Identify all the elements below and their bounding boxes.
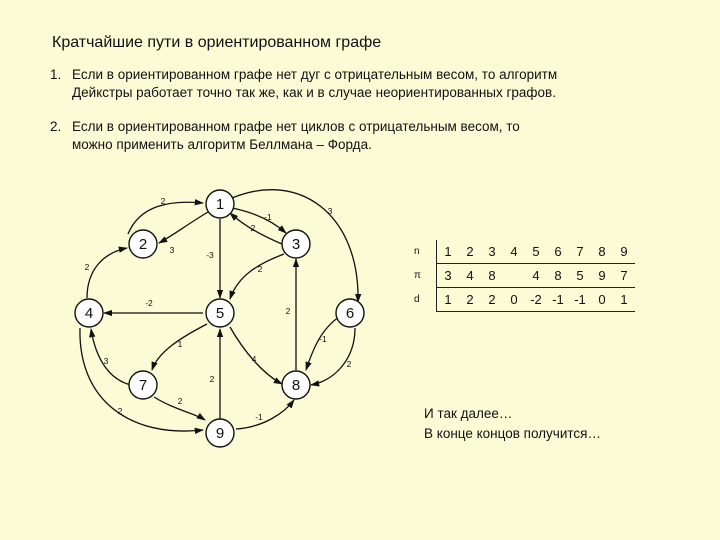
edge-2-1 — [128, 202, 203, 234]
table-cell: 8 — [481, 264, 503, 288]
table-row-pi — [414, 264, 635, 288]
weight-9-5: 2 — [209, 374, 215, 384]
weight-1-5: -3 — [206, 250, 214, 260]
weight-1-2: 3 — [169, 245, 175, 255]
table-cell: 7 — [613, 264, 635, 288]
table-cell: 4 — [503, 240, 525, 264]
weight-3-5: 2 — [257, 264, 263, 274]
table-row-n — [414, 240, 635, 264]
footer-line-2: В конце концов получится… — [424, 426, 601, 441]
table-cell: 4 — [525, 264, 547, 288]
weight-6-8a: -1 — [319, 334, 327, 344]
table-cell: 0 — [503, 288, 525, 312]
table-cell: 3 — [437, 264, 460, 288]
row-head-d: d — [414, 294, 420, 305]
weight-7-4: 3 — [103, 356, 109, 366]
edge-3-1 — [230, 213, 282, 244]
node-2-label: 2 — [138, 236, 148, 253]
weight-6-8b: 2 — [346, 359, 352, 369]
edge-6-8b — [311, 328, 355, 385]
table-cell: -1 — [547, 288, 569, 312]
table-cell: 1 — [437, 240, 460, 264]
distance-table — [414, 240, 635, 312]
point-2-line-1: Если в ориентированном графе нет циклов с отрицательным весом, то — [72, 119, 520, 134]
table-cell: 1 — [613, 288, 635, 312]
table-cell: 8 — [591, 240, 613, 264]
node-3-label: 3 — [291, 236, 301, 253]
table-cell: 3 — [481, 240, 503, 264]
row-head-n: n — [414, 246, 420, 258]
node-8-label: 8 — [291, 377, 301, 394]
weight-7-9: 2 — [177, 396, 183, 406]
table-cell: 5 — [525, 240, 547, 264]
point-2-number: 2. — [50, 119, 62, 134]
table-cell — [503, 264, 525, 288]
weight-8-3: 2 — [285, 306, 291, 316]
node-4-label: 4 — [84, 305, 94, 322]
table-cell: -2 — [525, 288, 547, 312]
table-cell: 2 — [459, 240, 481, 264]
edge-7-4 — [91, 329, 131, 385]
point-1-line-1: Если в ориентированном графе нет дуг с отрицательным весом, то алгоритм — [72, 67, 558, 82]
table-cell: 2 — [481, 288, 503, 312]
node-5-label: 5 — [215, 305, 225, 322]
table-cell: 0 — [591, 288, 613, 312]
weight-4-9: 2 — [117, 406, 123, 416]
table-cell: 5 — [569, 264, 591, 288]
table-cell: 9 — [613, 240, 635, 264]
edge-1-2 — [159, 212, 208, 243]
weight-4-2: 2 — [84, 262, 90, 272]
edge-4-2 — [84, 248, 127, 298]
weight-5-7: 1 — [177, 339, 183, 349]
weight-5-8: 4 — [251, 354, 257, 364]
weight-1-6: 3 — [327, 206, 333, 216]
weight-5-4: -2 — [145, 298, 153, 308]
table-cell: 6 — [547, 240, 569, 264]
table-cell: 9 — [591, 264, 613, 288]
point-2-line-2: можно применить алгоритм Беллмана – Форда. — [72, 137, 372, 152]
edge-9-8 — [236, 400, 294, 429]
node-1-label: 1 — [215, 196, 225, 213]
weight-3-1: 2 — [250, 223, 256, 233]
weight-9-8: -1 — [255, 412, 263, 422]
table-cell: -1 — [569, 288, 591, 312]
point-1-number: 1. — [50, 67, 62, 82]
table-cell: 7 — [569, 240, 591, 264]
weight-2-1: 2 — [160, 196, 166, 206]
edge-3-5 — [230, 254, 284, 299]
weight-1-3: -1 — [264, 212, 272, 222]
footer-text — [424, 404, 601, 444]
table-row-d — [414, 288, 635, 312]
footer-line-1: И так далее… — [424, 406, 513, 421]
node-6-label: 6 — [345, 305, 355, 322]
table-cell: 4 — [459, 264, 481, 288]
table-cell: 8 — [547, 264, 569, 288]
slide-title: Кратчайшие пути в ориентированном графе — [52, 34, 382, 51]
point-1-line-2: Дейкстры работает точно так же, как и в случае неориентированных графов. — [72, 85, 556, 100]
table-cell: 1 — [437, 288, 460, 312]
table-cell: 2 — [459, 288, 481, 312]
node-7-label: 7 — [138, 377, 148, 394]
row-head-pi: π — [414, 270, 421, 281]
node-9-label: 9 — [215, 425, 225, 442]
